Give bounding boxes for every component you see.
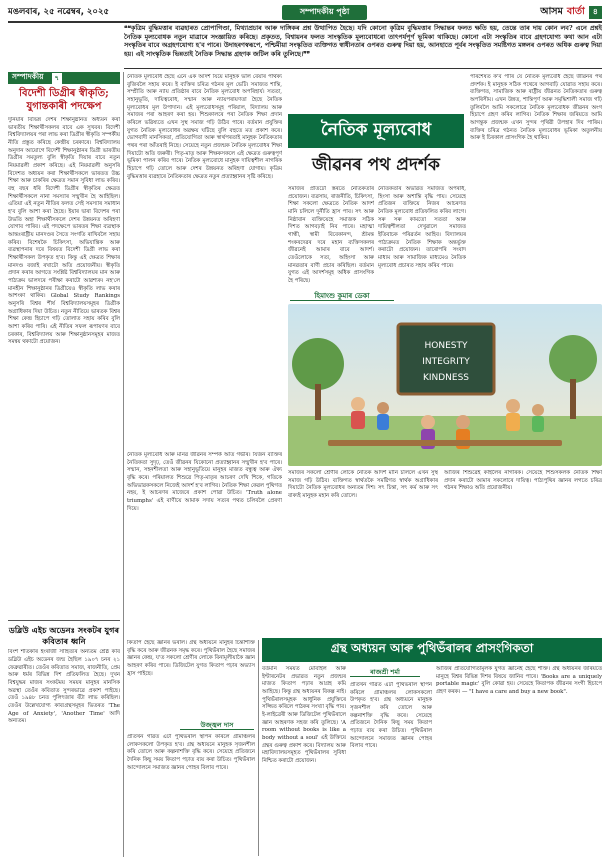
books-col-4: আজিৰ প্ৰতিযোগিতামূলক যুগত জ্ঞানেই হৈছে শক্তি। গ্ৰন্থ অধ্যয়নৰ জৰিয়তে মানুহে বিশ্বৰ বিভিন্ন দিশৰ বিষয়ে জানিব পাৰে। 'Books are a uniquely portable magic' বুলি কোৱা হয়। সেয়েহে কিতাপক জীৱনৰ সংগী হিচাপে গ্ৰহণ কৰক। — "I have a care and buy a new book". <box>436 666 602 696</box>
feature-col-2: সমাজৰ প্ৰতিটো স্তৰতে নৈতিকতাৰ প্ৰয়োজন। ব্যৱসায়, ৰাজনীতি, চিকিৎসা, শিক্ষা সকলো ক্ষেত্ৰতে নৈতিক আদৰ্শ মানি চলিলে দুৰ্নীতি হ্ৰাস পাব। সৎ আৰু নিষ্ঠাবান ব্যক্তিয়েহে সমাজক সঠিক দিশত আগবঢ়াই নিব পাৰে। মহাত্মা গান্ধী, স্বামী বিবেকানন্দ, শ্ৰীমন্ত শংকৰদেৱৰ দৰে মহান ব্যক্তিসকলৰ জীৱনেই আমাৰ বাবে আদৰ্শ। তেওঁলোকে সত্য, অহিংসা আৰু মানৱতাৰ বাণী প্ৰচাৰ কৰিছিল। বৰ্তমান যুগত এই আদৰ্শসমূহ অধিক প্ৰাসংগিক হৈ পৰিছে। <box>288 186 374 285</box>
obit-body: বিংশ শতিকাৰ ইংৰাজী সাহিত্যৰ অন্যতম শ্ৰেষ্ঠ কবি ডব্লিউ এইচ অডেনৰ জন্ম হৈছিল ১৯০৭ চনৰ ২১ ফেব্ৰুৱাৰীত। তেওঁৰ কবিতাত সমাজ, ৰাজনীতি, প্ৰেম আৰু ধৰ্মৰ বিভিন্ন দিশ প্ৰতিফলিত হৈছে। দুখন বিশ্বযুদ্ধৰ মাজৰ সংকটময় সময়ৰ মানুহৰ মানসিক অৱস্থা তেওঁৰ কবিতাত সুন্দৰভাৱে প্ৰকাশ পাইছে। তেওঁ ১৯৪৮ চনত পুলিৎজাৰ বঁটা লাভ কৰিছিল। তেওঁৰ উল্লেখযোগ্য কাব্যগ্ৰন্থসমূহৰ ভিতৰত 'The Age of Anxiety', 'Another Time' আদি অন্যতম। <box>8 649 120 725</box>
page-number: ৪ <box>589 6 602 19</box>
obit-headline: ডব্লিউ এইচ অডেনঃ সংকটৰ যুগৰ কবিতাৰ ধ্বনি <box>8 625 120 646</box>
masthead <box>8 4 602 20</box>
editorial-tag-number: ৭ <box>52 73 62 84</box>
feature-below-left: সমাজৰ সকলো শ্ৰেণীৰ লোকে নৈতিক আদৰ্শ মানি চলিলে এখন সুস্থ সমাজ গঢ়ি উঠিব। ব্যক্তিগত স্বাৰ্থতকৈ সমষ্টিগত স্বাৰ্থক অগ্ৰাধিকাৰ দিয়াটো নৈতিক মূল্যবোধৰ অন্যতম দিশ। সৎ চিন্তা, সৎ কৰ্ম আৰু সৎ বাক্যই মানুহক মহান কৰি তোলে। <box>288 470 438 500</box>
feature-below-right: আজিৰ শিশুৱেই কাইলৈৰ নাগৰিক। সেয়েহে শিশুসকলক নৈতিক শিক্ষা প্ৰদান কৰাটো আমাৰ সকলোৰে দায়িত্ব। পাঠ্যপুথিৰ জ্ঞানৰ লগতে চৰিত্ৰ গঠনৰ শিক্ষাও অতি প্ৰয়োজনীয়। <box>444 470 602 492</box>
books-col-1b: প্ৰতিখন গাঁৱত এটা পুথিভঁৰাল স্থাপন কৰিলে গ্ৰামাঞ্চলৰ লোকসকলো উপকৃত হ'ব। গ্ৰন্থ অধ্যয়নে মানুহক সৃজনশীল কৰি তোলে আৰু কল্পনাশক্তি বৃদ্ধি কৰে। সেয়েহে প্ৰতিজনে দৈনিক কিছু সময় কিতাপ পঢ়াত ব্যয় কৰা উচিত। পুথিভঁৰাল আন্দোলনে সমাজত জ্ঞানৰ পোহৰ বিলাব পাৰে। <box>127 734 255 771</box>
issue-date: মঙলবাৰ, ২৫ নৱেম্বৰ, ২০২৫ <box>8 7 109 17</box>
books-author-2: উজ্জ্বল দাস <box>180 720 254 730</box>
board-word-1: HONESTY <box>424 341 468 351</box>
bottom-column-rule <box>258 640 259 856</box>
column-separator <box>8 620 120 621</box>
section-label: সম্পাদকীয় পৃষ্ঠা <box>282 5 367 20</box>
quote-rule <box>124 68 602 69</box>
pull-quote: ❝❝কৃত্রিম বুদ্ধিমত্তাৰ ব্যৱহাৰত প্ৰোপাগিণ্ডা, মিথ্যাপ্ৰচাৰ আৰু দাঙ্গিকৰ প্ৰশ্ন উত্থাপিত হৈছে। যদি কোনো কৃত্রিম বুদ্ধিমত্তাৰ সিদ্ধান্তৰ ফলত ক্ষতি হয়, তেন্তে তাৰ দায় কোন লব? এনে প্ৰশ্নই নৈতিক মূল্যবোধক নতুন মাত্রাৰে সংজ্ঞায়িত কৰিছে। প্ৰকৃতত, বিশ্বায়নৰ ফলত সাংস্কৃতিক মূল্যবোধৰো তাৎপৰ্যপূৰ্ণ ভূমিকা থাকিছে। কোনো এটা সংস্কৃতিৰ বাবে গ্ৰহণযোগ্য কথা আন এটা সংস্কৃতিৰ বাবে অগ্ৰহণযোগ্য হ'ব পাৰে। উদাহৰণস্বৰূপে, পশ্চিমীয়া সংস্কৃতিত ব্যক্তিগত স্বাধীনতাৰ ওপৰত গুৰুত্ব দিয়া হয়, আনহাতে পূৰ্বৰ সংস্কৃতিত সমষ্টিগত মঙ্গলৰ ওপৰত অধিক গুৰুত্ব দিয়া হয়। এই সাংস্কৃতিক ভিন্নতাই নৈতিক সিদ্ধান্ত গ্ৰহণক জটিল কৰি তুলিছে।❞❞ <box>124 24 602 58</box>
feature-title: নৈতিক মূল্যবোধ <box>288 114 464 148</box>
editorial-body: দুনিয়াৰ বিভিন্ন দেশৰ শিক্ষানুষ্ঠানত অধ্যয়ন কৰা ভাৰতীয় শিক্ষাৰ্থীসকলৰ বাবে এক সুখবৰ। বিদেশী বিশ্ববিদ্যালয়ৰ পৰা লাভ কৰা ডিগ্ৰীৰ স্বীকৃতি সম্পৰ্কীয় নীতি প্ৰস্তুত কৰিছে কেন্দ্ৰীয় চৰকাৰে। বিশ্ববিদ্যালয় অনুদান আয়োগে বিদেশী শিক্ষানুষ্ঠানৰ ডিগ্ৰী ভাৰতীয় ডিগ্ৰীৰ সমতুল্য বুলি স্বীকৃতি দিয়াৰ বাবে নতুন নিয়মাৱলী প্ৰকাশ কৰিছে। এই নিয়মাৱলী অনুসৰি বিদেশত অধ্যয়ন কৰা শিক্ষাৰ্থীসকলে ভাৰতত উচ্চ শিক্ষা আৰু চাকৰিৰ ক্ষেত্ৰত সমান সুবিধা লাভ কৰিব। বহু বছৰ ধৰি বিদেশী ডিগ্ৰীৰ স্বীকৃতিৰ ক্ষেত্ৰত শিক্ষাৰ্থীসকলে নানা সমস্যাৰ সন্মুখীন হৈ আহিছিল। এতিয়া এই নতুন নীতিৰ ফলত সেই সমস্যাৰ সমাধান হ'ব বুলি আশা কৰা হৈছে। ইয়াৰ দ্বাৰা বিদেশৰ পৰা উভতি অহা শিক্ষাৰ্থীসকলে দেশৰ উন্নয়নত অৰিহণা যোগাব পাৰিব। এই পদক্ষেপে ভাৰতৰ শিক্ষা ব্যৱস্থাক আন্তঃৰাষ্ট্ৰীয় মানদণ্ডৰ সৈতে সংগতি ৰাখিবলৈ সহায় কৰিব। বিশেষকৈ চিকিৎসা, অভিযান্ত্ৰিক আৰু ব্যৱস্থাপনাৰ দৰে বিষয়ত বিদেশী ডিগ্ৰী লাভ কৰা শিক্ষাৰ্থীসকল উপকৃত হ'ব। কিন্তু এই ক্ষেত্ৰত শিক্ষাৰ মানদণ্ড বজাই ৰখাটো অতি প্ৰয়োজনীয়। স্বীকৃতি প্ৰদান কৰাৰ আগতে সংশ্লিষ্ট বিশ্ববিদ্যালয়ৰ মান আৰু পাঠ্যক্ৰম ভালদৰে পৰীক্ষা কৰাটো আৱশ্যক। নহ'লে মানহীন শিক্ষানুষ্ঠানৰ ডিগ্ৰীয়েও স্বীকৃতি লাভ কৰাৰ আশংকা থাকিব। Global Study Rankings অনুসৰি বিশ্বৰ শীৰ্ষ বিশ্ববিদ্যালয়সমূহৰ ডিগ্ৰীক অগ্ৰাধিকাৰ দিয়া উচিত। নতুন নীতিয়ে ভাৰতক বিশ্বৰ শিক্ষা কেন্দ্ৰ হিচাপে গঢ়ি তোলাত সহায় কৰিব বুলি আশা কৰিব পাৰি। এই নীতিৰ সফল ৰূপায়ণৰ বাবে চৰকাৰ, বিশ্ববিদ্যালয় আৰু শিক্ষানুষ্ঠানসমূহৰ মাজত সমন্বয় থকাটো প্ৰয়োজন। <box>8 117 120 346</box>
feature-col-1b: নৈতিক মূল্যবোধ আৰু মানৱ জীৱনৰ সম্পৰ্ক অতি গভীৰ। যিজন ব্যক্তিৰ নৈতিকতা সুদৃঢ়, তেওঁ জীৱনৰ যিকোনো প্ৰত্যাহ্বানৰ সন্মুখীন হ'ব পাৰে। সন্মান, সহনশীলতা আৰু সহানুভূতিয়ে মানুহৰ মাজত বন্ধুত্ব আৰু ঐক্য বৃদ্ধি কৰে। পৰিয়ালত শিশুৱে পিতৃ-মাতৃৰ আচৰণ দেখি শিকে, গতিকে অভিভাৱকসকলে নিজেই আদৰ্শ হ'ব লাগিব। নৈতিক শিক্ষা কেৱল পুথিগত নহয়, ই আচৰণৰ মাজেৰে প্ৰকাশ পোৱা উচিত। 'Truth alone triumphs' এই বাণীয়ে আমাক সদায় সত্যৰ পথত চলিবলৈ প্ৰেৰণা দিয়ে। <box>127 452 282 512</box>
classroom-illustration <box>288 304 602 466</box>
feature-illustration <box>288 304 602 466</box>
feature-subtitle: জীৱনৰ পথ প্ৰদৰ্শক <box>312 155 440 175</box>
board-word-3: KINDNESS <box>422 373 470 383</box>
board-word-2: INTEGRITY <box>422 357 470 367</box>
books-col-2: বৰ্তমান সময়ত মোবাইল আৰু ইণ্টাৰনেটৰ প্ৰভাৱত নতুন প্ৰজন্মৰ মাজত কিতাপ পঢ়াৰ আগ্ৰহ কমি আহিছে। কিন্তু গ্ৰন্থ অধ্যয়নৰ বিকল্প নাই। পুথিভঁৰালসমূহক আধুনিক প্ৰযুক্তিৰে সজ্জিত কৰিলে পাঠকৰ সংখ্যা বৃদ্ধি পাব। ই-লাইব্ৰেৰী আৰু ডিজিটেল পুথিভঁৰালে জ্ঞান আহৰণক সহজ কৰি তুলিছে। 'A room without books is like a body without a soul' এই উক্তিয়ে গ্ৰন্থৰ গুৰুত্ব প্ৰকাশ কৰে। বিদ্যালয় আৰু মহাবিদ্যালয়সমূহত পুথিভঁৰালৰ সুবিধা নিশ্চিত কৰাটো প্ৰয়োজন। <box>262 666 346 765</box>
books-author: ৰাজশ্ৰী শৰ্মা <box>350 667 420 677</box>
feature-col-3: নৈতিকতাৰ অভাৱত সমাজত অপৰাধ, হিংসা আৰু অশান্তি বৃদ্ধি পায়। সেয়েহে প্ৰতিজন ব্যক্তিয়ে নিজৰ আচৰণত নৈতিক মূল্যবোধ প্ৰতিফলিত কৰিব লাগে। সৰু সৰু কামতো সততা আৰু দায়িত্বশীলতা দেখুৱালে সমাজত ইতিবাচক পৰিৱৰ্তন আহিব। বিদ্যালয়ৰ পাঠ্যক্ৰমত নৈতিক শিক্ষাক অন্তৰ্ভুক্ত কৰাটো প্ৰয়োজন। তাৰোপৰি সংবাদ মাধ্যম আৰু সামাজিক মাধ্যমেও নৈতিক মূল্যবোধ প্ৰচাৰত সহায় কৰিব পাৰে। <box>378 186 466 269</box>
editorial-tag-label: সম্পাদকীয় <box>12 72 44 81</box>
editorial-tag <box>8 72 120 84</box>
editorial-column <box>8 72 120 857</box>
editorial-headline: বিদেশী ডিগ্ৰীৰ স্বীকৃতি; যুগান্তকাৰী পদক্ষেপ <box>19 88 109 112</box>
paper-name-brand: বাৰ্তা <box>566 5 585 17</box>
paper-name-prefix: আসম <box>540 5 563 17</box>
books-banner: গ্ৰন্থ অধ্যয়ন আৰু পুথিভঁৰালৰ প্ৰাসংগিকতা <box>262 638 602 662</box>
masthead-rule <box>8 21 602 23</box>
feature-byline: হিমাংশু কুমাৰ ডেকা <box>290 290 394 301</box>
feature-col-1: নৈতিক মূল্যবোধ হৈছে এনে এক আদৰ্শ যিয়ে মানুহক ভাল বেয়াৰ পাৰ্থক্য বুজিবলৈ সহায় কৰে। ই ব্যক্তিৰ চৰিত্ৰ গঠনৰ মূল ভেটি। সমাজত শান্তি, সম্প্ৰীতি আৰু ন্যায় প্ৰতিষ্ঠাৰ বাবে নৈতিক মূল্যবোধ অপৰিহাৰ্য। সততা, সহানুভূতি, দায়িত্ববোধ, সন্মান আৰু ন্যায়পৰায়ণতা হৈছে নৈতিক মূল্যবোধৰ মূল উপাদান। এই মূল্যবোধসমূহ পৰিয়াল, বিদ্যালয় আৰু সমাজৰ পৰা আহৰণ কৰা হয়। শিশুকালৰে পৰা নৈতিক শিক্ষা প্ৰদান কৰিলে ভৱিষ্যতে এখন সুস্থ সমাজ গঢ়ি উঠিব পাৰে। বৰ্তমান প্ৰযুক্তিৰ যুগত নৈতিক মূল্যবোধৰ অৱক্ষয় ঘটিছে বুলি বহুতে মত প্ৰকাশ কৰে। ভোগবাদী মানসিকতা, প্ৰতিযোগিতা আৰু স্বাৰ্থপৰতাই মানুহক নৈতিকতাৰ পথৰ পৰা আঁতৰাই নিছে। সেয়েহে নতুন প্ৰজন্মক নৈতিক মূল্যবোধৰ শিক্ষা দিয়াটো অতি জৰুৰী। পিতৃ-মাতৃ আৰু শিক্ষকসকলে এই ক্ষেত্ৰত গুৰুত্বপূৰ্ণ ভূমিকা পালন কৰিব পাৰে। নৈতিক মূল্যবোধে মানুহক দায়িত্বশীল নাগৰিক হিচাপে গঢ়ি তোলে আৰু দেশৰ উন্নয়নত অৰিহণা যোগায়। কৃত্রিম বুদ্ধিমত্তাৰ ব্যৱহাৰে নৈতিকতাৰ ক্ষেত্ৰত নতুন প্ৰত্যাহ্বানৰ সৃষ্টি কৰিছে। <box>127 74 282 180</box>
books-col-3: প্ৰতিখন গাঁৱত এটা পুথিভঁৰাল স্থাপন কৰিলে গ্ৰামাঞ্চলৰ লোকসকলো উপকৃত হ'ব। গ্ৰন্থ অধ্যয়নে মানুহক সৃজনশীল কৰি তোলে আৰু কল্পনাশক্তি বৃদ্ধি কৰে। সেয়েহে প্ৰতিজনে দৈনিক কিছু সময় কিতাপ পঢ়াত ব্যয় কৰা উচিত। পুথিভঁৰাল আন্দোলনে সমাজত জ্ঞানৰ পোহৰ বিলাব পাৰে। <box>350 682 432 750</box>
books-intro: কিতাপ হৈছে জ্ঞানৰ ভঁৰাল। গ্ৰন্থ অধ্যয়নে মানুহৰ চিন্তাশক্তি বৃদ্ধি কৰে আৰু জীৱনক সমৃদ্ধ কৰে। পুথিভঁৰাল হৈছে সমাজৰ জ্ঞানৰ কেন্দ্ৰ, য'ত সকলো শ্ৰেণীৰ লোকে বিনামূলীয়াকৈ জ্ঞান আহৰণ কৰিব পাৰে। ডিজিটেল যুগত কিতাপ পঢ়াৰ অভ্যাস হ্ৰাস পাইছে। <box>127 640 255 677</box>
column-rule <box>123 72 124 857</box>
feature-col-right: পৰিশেষত ক'ব পাৰি যে নৈতিক মূল্যবোধ হৈছে জীৱনৰ পথ প্ৰদৰ্শক। ই মানুহক সঠিক পথেৰে আগবাঢ়ি যোৱাত সহায় কৰে। ব্যক্তিগত, সামাজিক আৰু ৰাষ্ট্ৰীয় জীৱনত নৈতিকতাৰ গুৰুত্ব অপৰিসীম। এখন উন্নত, শান্তিপূৰ্ণ আৰু সমৃদ্ধিশালী সমাজ গঢ়ি তুলিবলৈ আমি সকলোৱে নৈতিক মূল্যবোধক জীৱনৰ অংগ হিচাপে গ্ৰহণ কৰিব লাগিব। নৈতিক শিক্ষাৰ জৰিয়তে আমি আগন্তুক প্ৰজন্মক এখন সুন্দৰ পৃথিৱী উপহাৰ দিব পাৰিম। ব্যক্তিৰ চৰিত্ৰ গঠনত নৈতিক মূল্যবোধৰ ভূমিকা অতুলনীয় আৰু ই চিৰকাল প্ৰাসংগিক হৈ থাকিব। <box>470 74 602 142</box>
paper-name <box>540 5 602 20</box>
